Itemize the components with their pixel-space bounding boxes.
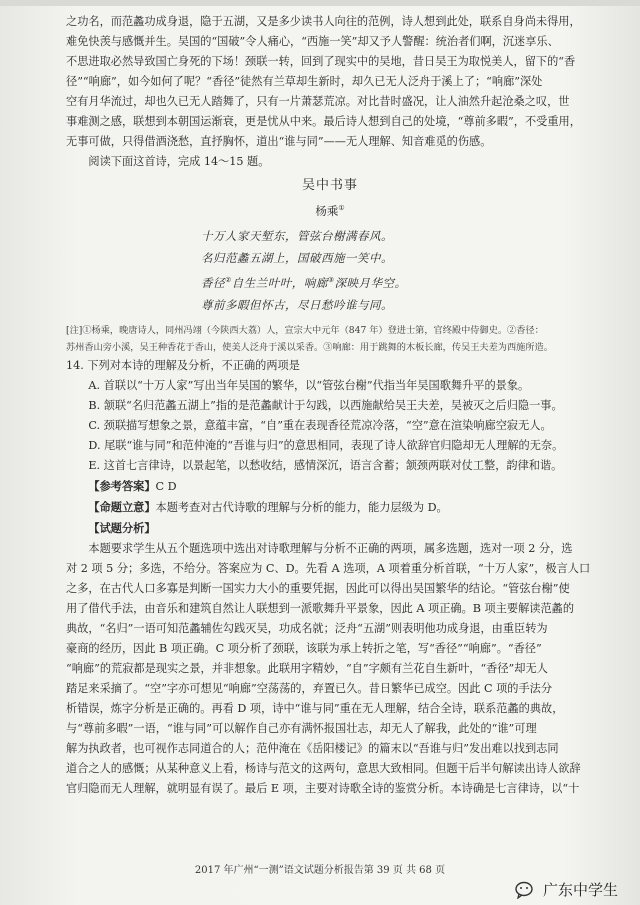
text-line: 解为执政者，也可视作志同道合的人；范仲淹在《岳阳楼记》的篇末以“吾谁与归”发出难以找到志同 — [66, 741, 559, 755]
page-footer: 2017 年广州“一测”语文试题分析报告第 39 页 共 68 页 — [194, 865, 446, 876]
option-e: E. 这首七言律诗，以景起笔，以愁收结，感情深沉，语言含蓄；颔颈两联对仗工整，韵律和谐。 — [88, 458, 563, 472]
text-line: 踏足来采摘了。“空”字亦可想见“响廊”空荡荡的，弃置已久。昔日繁华已成空。因此 C 项的手法分 — [66, 681, 553, 695]
footnote-mark: ③ — [327, 275, 335, 284]
analysis-paragraph — [66, 539, 594, 799]
intent-row — [66, 497, 594, 518]
text-line: 豪商的经历，因此 B 项正确。C 项分析了颈联，该联为承上转折之笔，写“香径”“响廊”。“香径” — [66, 641, 542, 655]
text-line: 事难测之感，联想到本朝国运渐衰，更是忧从中来。最后诗人想到自己的处境，“尊前多暇”，不受重用， — [66, 115, 581, 128]
text-line: 空有月华流过，却也久已无人踏舞了，只有一片萧瑟荒凉。对比昔时盛况，让人油然升起沧桑之叹，世 — [66, 95, 570, 108]
poem-fragment: 深映月华空。 — [334, 275, 407, 290]
text-line: 官归隐而无人理解，就明显有误了。最后 E 项，主要对诗歌全诗的鉴赏分析。本诗确是七言律诗，以“十 — [66, 781, 580, 795]
option-b: B. 颔联“名归范蠡五湖上”指的是范蠡献计于勾践，以西施献给吴王夫差，吴被灭之后归隐一事。 — [88, 398, 563, 412]
reading-intro: 阅读下面这首诗，完成 14～15 题。 — [88, 155, 270, 168]
text-line: 之功名，而范蠡功成身退，隐于五湖，又是多少读书人向往的范例，诗人想到此处，联系自身尚未得用， — [66, 15, 581, 28]
note-line: [注]①杨乘，晚唐诗人，同州冯翊（今陕西大荔）人，宣宗大中元年（847 年）登进士第，官终殿中侍御史。②香径： — [66, 324, 544, 336]
question-stem: 14. 下列对本诗的理解及分析，不正确的两项是 — [66, 358, 300, 372]
scan-edge — [0, 0, 640, 6]
text-line: 与“尊前多暇”一语，“谁与同”可以解作自己亦有满怀报国壮志，却无人了解我，此处的“谁”可理 — [66, 721, 537, 735]
analysis-heading — [66, 518, 594, 539]
option-c: C. 颈联描写想象之景，意蕴丰富，“自”重在表现香径荒凉冷落，“空”意在渲染响廊空寂无人。 — [88, 418, 552, 432]
text-line: 难免快羡与感慨并生。吴国的“国破”令人痛心，“西施一笑”却又予人警醒：统治者们啊，沉迷享乐、 — [66, 35, 559, 48]
top-paragraph — [66, 12, 594, 152]
option-a: A. 首联以“十万人家”写出当年吴国的繁华，以“管弦台榭”代指当年吴国歌舞升平的景象。 — [88, 378, 530, 392]
watermark — [515, 879, 618, 900]
poem-author — [66, 198, 594, 221]
watermark-label: 广东中学生 — [542, 881, 618, 899]
note-line: 苏州香山旁小溪，吴王种香花于香山，使美人泛舟于溪以采香。③响廊：用于跳舞的木板长廊，传吴王夫差为西施所造。 — [66, 341, 553, 353]
poem-line: 尊前多暇但怀古，尽日愁吟谁与同。 — [201, 297, 393, 312]
answer-value: C D — [155, 479, 177, 493]
footnote-mark: ② — [225, 275, 232, 284]
poem-line — [201, 269, 594, 294]
poem-title: 吴中书事 — [301, 178, 358, 193]
poem-fragment: 香径 — [201, 275, 225, 290]
text-line: 典故，“名归”一语可知范蠡辅佐勾践灭吴，功成名就；泛舟“五湖”则表明他功成身退，由重臣转为 — [66, 621, 548, 635]
text-line: 无事可做，只得借酒浇愁，直抒胸怀，道出“谁与同”——无人理解、知音难觅的伤感。 — [66, 135, 492, 148]
poem-line: 十万人家天堑东，管弦台榭满春风。 — [201, 228, 393, 243]
document-body — [66, 12, 594, 799]
poem-notes — [66, 322, 594, 356]
poem-fragment: 自生兰叶叶，响廊 — [231, 275, 328, 290]
text-line: 道合之人的感慨；从某种意义上看，杨诗与范文的这两句，意思大致相同。但题干后半句解读出诗人欲辞 — [66, 761, 581, 775]
analysis-label: 【试题分析】 — [88, 520, 156, 535]
wechat-official-account-icon — [515, 881, 537, 899]
intent-text: 本题考查对古代诗歌的理解与分析的能力，能力层级为 D。 — [155, 500, 448, 514]
text-line: 不思进取必然导致国亡身死的下场！颈联一转，回到了现实中的吴地，昔日吴王为取悦美人，留下的“香 — [66, 55, 576, 68]
text-line: 对 2 项 5 分；多选，不给分。答案应为 C、D。先看 A 选项，A 项着重分析首联，“十万人家”，极言人口 — [66, 561, 591, 575]
footnote-mark: ① — [338, 204, 345, 212]
text-line: 本题要求学生从五个题选项中选出对诗歌理解与分析不正确的两项，属多选题，选对一项 2 分，选 — [88, 541, 573, 555]
intent-label: 【命题立意】 — [88, 499, 156, 514]
poem-body — [201, 225, 594, 316]
answer-label: 【参考答案】 — [88, 478, 156, 493]
text-line: 析错误，炼字分析是正确的。再看 D 项，诗中“谁与同”重在无人理解，结合全诗，联系范蠡的典故， — [66, 701, 564, 715]
text-line: 用了借代手法，由音乐和建筑自然让人联想到一派歌舞升平景象，因此 A 项正确。B 项主要解读范蠡的 — [66, 601, 575, 615]
text-line: “响廊”的荒寂都是现实之景，并非想象。此联用字精妙，“自”字颇有兰花自生新叶，“香径”却无人 — [66, 661, 548, 675]
text-line: 径”“响廊”，如今如何了呢？“香径”徒然有兰草却生新时，却久已无人泛舟于溪上了；“响廊”深处 — [66, 75, 543, 88]
poem-author-name: 杨乘 — [315, 203, 339, 218]
text-line: 之多，在古代人口多寡是判断一国实力大小的重要凭据，因此可以得出吴国繁华的结论。“管弦台榭”使 — [66, 581, 570, 595]
option-d: D. 尾联“谁与同”和范仲淹的“吾谁与归”的意思相同，表现了诗人欲辞官归隐却无人理解的无奈。 — [88, 438, 564, 452]
answer-row — [66, 476, 594, 497]
poem-line: 名归范蠡五湖上，国破西施一笑中。 — [201, 250, 393, 265]
